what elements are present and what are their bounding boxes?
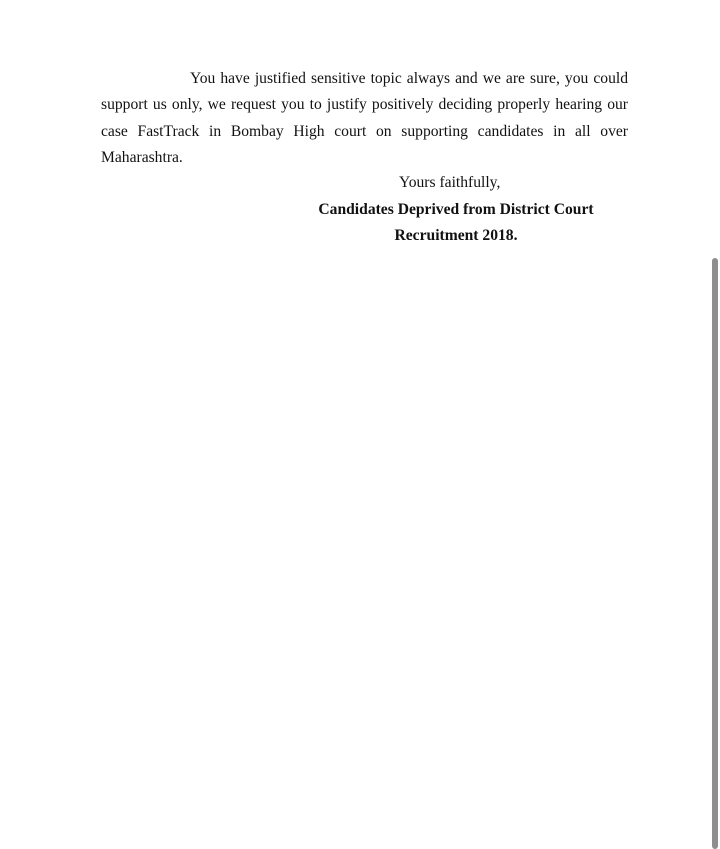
closing-salutation: Yours faithfully, bbox=[399, 174, 501, 191]
signature-line-2: Recruitment 2018. bbox=[394, 227, 518, 244]
signature-line-1: Candidates Deprived from District Court bbox=[318, 201, 594, 218]
body-paragraph: You have justified sensitive topic always and we are sure, you could support us only, we request you to justify positively deciding properly hearing our case FastTrack in Bombay High court on supporting candidates in all over Maharashtra. bbox=[101, 70, 628, 167]
vertical-scrollbar[interactable] bbox=[710, 0, 720, 849]
scrollbar-thumb[interactable] bbox=[712, 258, 718, 849]
